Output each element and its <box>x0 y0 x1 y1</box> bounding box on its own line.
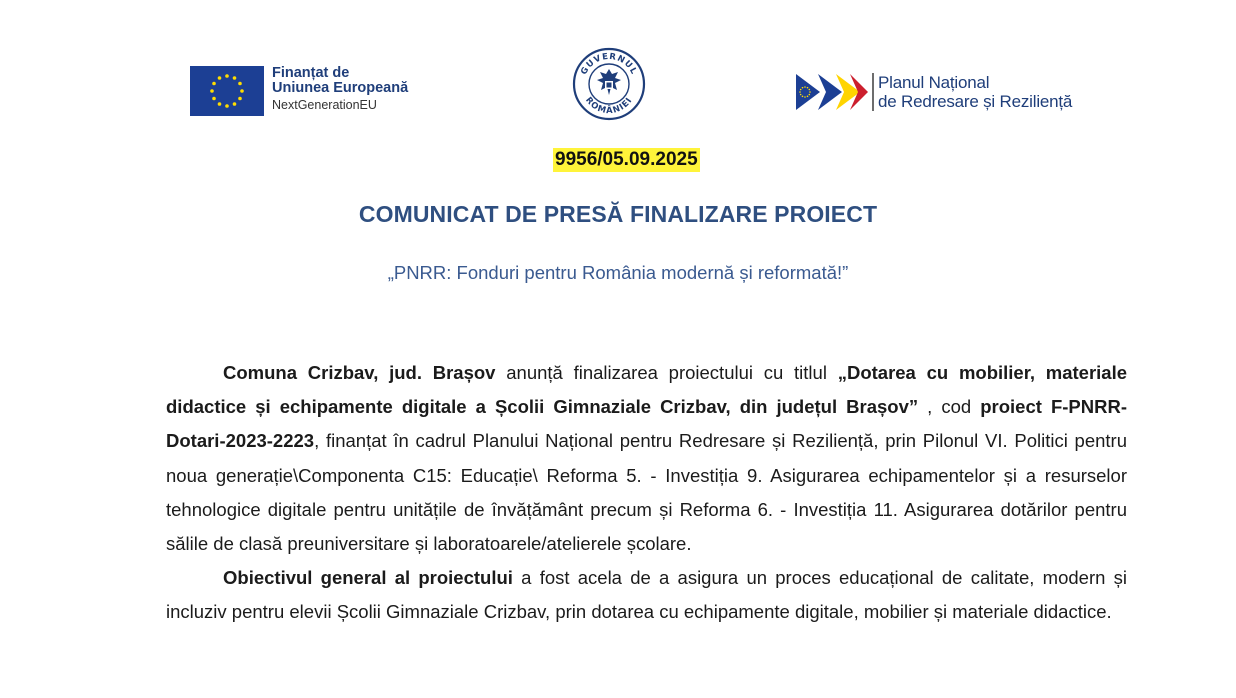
slogan: „PNRR: Fonduri pentru România modernă și reformată!” <box>387 262 849 283</box>
eu-star-mark <box>238 82 242 86</box>
eu-star-mark <box>238 97 242 101</box>
pnrr-star-mark <box>800 94 802 96</box>
eu-star-mark <box>233 102 237 106</box>
objective-heading: Obiectivul general al proiectului <box>223 567 513 589</box>
code-label-text: , cod <box>918 396 981 418</box>
funding-details-text: , finanțat în cadrul Planului Național pentru Redresare și Reziliență, prin Pilonul VI. Politici pentru noua generație\Componenta C15: Educație\ Reforma 5. - Investiția 9. Asigurarea echipamentelor și a resurselor tehnologice digitale pentru unitățile de învățământ precum și Reforma 6. - Investiția 11. Asigurarea dotărilor pentru sălile de clasă preuniversitare și laboratoarele/atelierele școlare. <box>166 430 1127 555</box>
announcement-text: anunță finalizarea proiectului cu titlul <box>495 362 838 383</box>
eu-star-mark <box>212 97 216 101</box>
pnrr-star-mark <box>799 91 801 93</box>
government-seal-icon <box>572 47 646 121</box>
eu-star-mark <box>210 89 214 93</box>
eu-funding-logo <box>190 66 408 116</box>
pnrr-star-mark <box>809 91 811 93</box>
document-body <box>166 356 1127 630</box>
objective-text: a fost acela de a asigura un proces educațional de calitate, modern și incluziv pentru elevii Școlii Gimnaziale Crizbav, prin dotarea cu echipamente digitale, mobilier și materiale didactice. <box>166 567 1127 623</box>
eu-star-mark <box>225 104 229 108</box>
project-code: proiect F-PNRR-Dotari-2023-2223 <box>166 396 1127 452</box>
pnrr-star-mark <box>804 86 806 88</box>
eu-star-mark <box>233 76 237 80</box>
pnrr-star-mark <box>807 87 809 89</box>
project-title: „Dotarea cu mobilier, materiale didactice și echipamente digitale a Școlii Gimnaziale Crizbav, din județul Brașov” <box>166 362 1128 418</box>
pnrr-name-line1: Planul Național <box>878 73 990 92</box>
registration-number: 9956/05.09.2025 <box>555 149 698 170</box>
eu-star-mark <box>218 76 222 80</box>
pnrr-name-line2: de Redresare și Reziliență <box>878 92 1073 111</box>
pnrr-star-mark <box>802 96 804 98</box>
pnrr-star-mark <box>809 94 811 96</box>
pnrr-star-mark <box>800 89 802 91</box>
eu-funded-line1: Finanțat de <box>272 65 350 81</box>
pnrr-star-mark <box>804 96 806 98</box>
eu-star-mark <box>225 74 229 78</box>
eu-star-mark <box>212 82 216 86</box>
svg-text:ROMÂNIEI: ROMÂNIEI <box>583 95 635 117</box>
eu-funded-line2: Uniunea Europeană <box>272 80 409 96</box>
svg-text:GUVERNUL: GUVERNUL <box>579 51 639 77</box>
pnrr-star-mark <box>809 89 811 91</box>
pnrr-arrows-icon <box>796 72 868 112</box>
eu-star-mark <box>240 89 244 93</box>
pnrr-star-mark <box>802 87 804 89</box>
paragraph-general-objective <box>166 561 1127 629</box>
eu-flag-icon <box>190 66 264 116</box>
eu-star-mark <box>218 102 222 106</box>
pnrr-logo <box>796 72 1072 112</box>
document-title: COMUNICAT DE PRESĂ FINALIZARE PROIECT <box>358 201 878 227</box>
document-header <box>0 0 1236 140</box>
pnrr-star-mark <box>807 96 809 98</box>
beneficiary-name: Comuna Crizbav, jud. Brașov <box>223 362 496 383</box>
paragraph-project-announcement <box>166 356 1127 561</box>
eu-nextgen-label: NextGenerationEU <box>272 98 377 112</box>
